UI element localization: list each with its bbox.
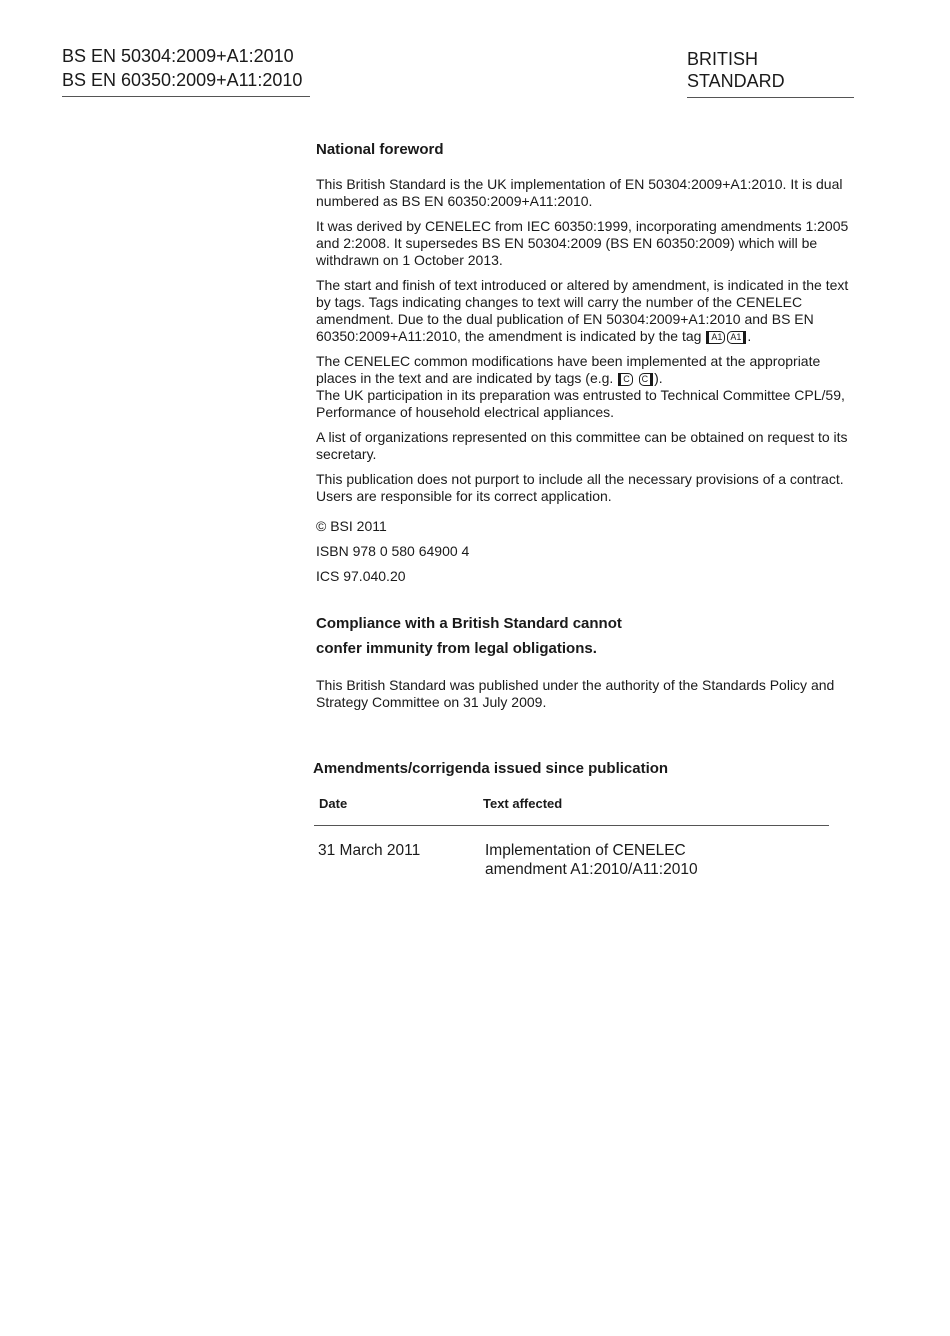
amendments-title: Amendments/corrigenda issued since publication <box>313 760 669 777</box>
compliance-line-1: Compliance with a British Standard cannot <box>316 615 622 632</box>
designation-line-1: BS EN 50304:2009+A1:2010 <box>62 46 294 66</box>
common-mod-tag-open-icon: C <box>618 373 633 386</box>
paragraph-4-end: ). <box>654 370 663 386</box>
foreword-paragraph-1: This British Standard is the UK implementation of EN 50304:2009+A1:2010. It is dual numbered as BS EN 60350:2009+A11:2010. <box>316 176 843 209</box>
amendment-text-line-2: amendment A1:2010/A11:2010 <box>485 861 698 878</box>
ics: ICS 97.040.20 <box>316 568 406 584</box>
foreword-paragraph-3 <box>316 277 856 345</box>
copyright: © BSI 2011 <box>316 518 387 534</box>
compliance-line-2: confer immunity from legal obligations. <box>316 640 597 657</box>
column-header-text-affected: Text affected <box>483 796 563 811</box>
designation-line-2: BS EN 60350:2009+A11:2010 <box>62 70 303 90</box>
paragraph-3-end: . <box>747 328 752 344</box>
document-designation <box>62 44 310 97</box>
amendments-table <box>314 796 829 879</box>
foreword-paragraph-6: A list of organizations represented on this committee can be obtained on request to its secretary. <box>316 429 848 462</box>
paragraph-4-text: The CENELEC common modifications have been implemented at the appropriate places in the text and are indicated by tags (e.g. <box>316 353 821 386</box>
foreword-paragraph-4 <box>316 353 856 387</box>
amendment-tag-close-icon: A1 <box>727 331 746 344</box>
document-category: BRITISH STANDARD <box>687 48 854 98</box>
publication-statement: This British Standard was published under the authority of the Standards Policy and Strategy Committee on 31 July 2009. <box>316 677 835 710</box>
paragraph-3-text: The start and finish of text introduced or altered by amendment, is indicated in the text by tags. Tags indicating changes to text will carry the number of the CENELEC amendment. Due to the dual publication of EN 50304:2009+A1:2010 and BS EN 60350:2009+A11:2010, the amendment is indicated by the tag <box>316 277 849 344</box>
table-row <box>314 826 829 879</box>
column-header-date: Date <box>319 796 348 811</box>
isbn: ISBN 978 0 580 64900 4 <box>316 543 470 559</box>
foreword-paragraph-2: It was derived by CENELEC from IEC 60350:1999, incorporating amendments 1:2005 and 2:2008. It supersedes BS EN 50304:2009 (BS EN 60350:2009) which will be withdrawn on 1 October 2013. <box>316 218 849 268</box>
compliance-statement <box>316 611 856 661</box>
table-header <box>314 796 829 826</box>
amendment-date: 31 March 2011 <box>318 842 421 859</box>
common-mod-tag-close-icon: C <box>639 373 654 386</box>
amendment-text <box>482 841 698 879</box>
foreword-title: National foreword <box>316 141 444 158</box>
foreword-column <box>316 141 856 719</box>
foreword-paragraph-5: The UK participation in its preparation was entrusted to Technical Committee CPL/59, Performance of household electrical appliances. <box>316 387 845 420</box>
foreword-paragraph-7: This publication does not purport to include all the necessary provisions of a contract. Users are responsible for its correct application. <box>316 471 844 504</box>
amendment-tag-open-icon: A1 <box>706 331 725 344</box>
amendment-text-line-1: Implementation of CENELEC <box>485 842 686 859</box>
publication-meta <box>316 518 856 585</box>
